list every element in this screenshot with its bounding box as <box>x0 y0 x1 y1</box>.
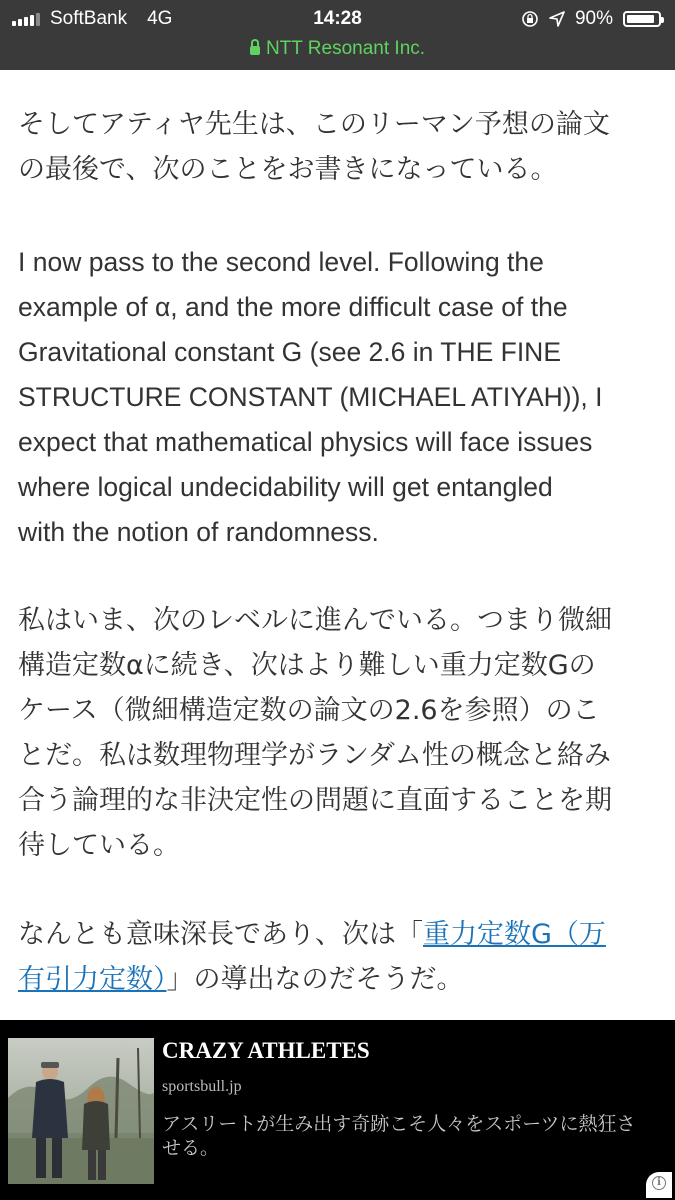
ad-title[interactable]: CRAZY ATHLETES <box>162 1038 370 1063</box>
paragraph-english-quote <box>18 240 603 555</box>
text-span: なんとも意味深長であり、次は「 <box>18 919 423 950</box>
text-line: STRUCTURE CONSTANT (MICHAEL ATIYAH)), I <box>18 382 603 412</box>
ad-banner[interactable] <box>0 1020 675 1200</box>
text-line: ケース（微細構造定数の論文の2.6を参照）のこ <box>18 695 600 726</box>
gravitational-constant-link-continued[interactable]: 有引力定数） <box>18 964 167 995</box>
text-line: where logical undecidability will get entangled <box>18 472 553 502</box>
location-arrow-icon <box>549 11 565 27</box>
paragraph-japanese-translation <box>18 598 612 868</box>
paragraph-conclusion <box>18 912 606 1002</box>
ad-description[interactable]: アスリートが生み出す奇跡こそ人々をスポーツに熱狂させる。 <box>162 1113 636 1159</box>
ad-domain: sportsbull.jp <box>162 1078 242 1095</box>
text-line: そしてアティヤ先生は、このリーマン予想の論文 <box>18 109 610 140</box>
lock-icon <box>250 46 260 55</box>
paragraph-intro <box>18 102 610 192</box>
site-name: NTT Resonant Inc. <box>265 38 426 59</box>
site-identity[interactable] <box>0 38 675 60</box>
text-span: 」の導出なのだそうだ。 <box>166 964 464 995</box>
text-line: 合う論理的な非決定性の問題に直面することを期 <box>18 785 612 816</box>
text-line: 構造定数αに続き、次はより難しい重力定数Gの <box>18 650 596 681</box>
battery-percent: 90% <box>574 8 613 29</box>
text-line: Gravitational constant G (see 2.6 in THE FINE <box>18 337 561 367</box>
text-line: の最後で、次のことをお書きになっている。 <box>18 154 558 185</box>
network-type: 4G <box>147 8 173 29</box>
text-line: I now pass to the second level. Following the <box>18 247 544 277</box>
text-line: 私はいま、次のレベルに進んでいる。つまり微細 <box>18 605 612 636</box>
text-line: expect that mathematical physics will face issues <box>18 427 593 457</box>
text-line: example of α, and the more difficult case of the <box>18 292 568 322</box>
carrier-name: SoftBank <box>50 8 128 29</box>
text-line: とだ。私は数理物理学がランダム性の概念と絡み <box>18 740 611 771</box>
text-line: 待している。 <box>18 830 180 861</box>
clock: 14:28 <box>313 8 362 29</box>
ad-image[interactable] <box>8 1038 154 1184</box>
battery-icon <box>623 11 661 27</box>
rotation-lock-icon <box>521 10 539 28</box>
adchoices-icon[interactable]: i <box>646 1172 672 1198</box>
status-bar <box>0 0 675 70</box>
gravitational-constant-link[interactable]: 重力定数G（万 <box>423 919 606 950</box>
text-line: with the notion of randomness. <box>18 517 379 547</box>
